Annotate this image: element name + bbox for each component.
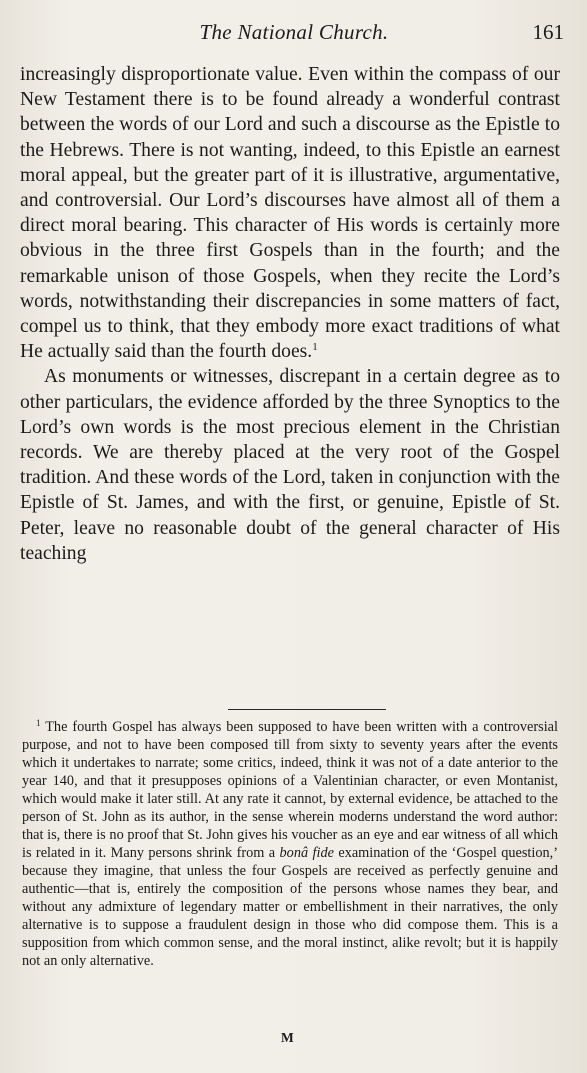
footnote-text-continued: examination of the ‘Gospel question,’ because they imagine, that unless the four Gospels are received as perfectly genuine and authentic—that is, entirely the composition of the persons whose names they bear, and without any admixture of legendary matter or embellishment in their narratives, the only alternative is to suppose a fraudulent design in those who did compose them. This is a supposition from which common sense, and the moral instinct, alike revolt; but it is happily not an only alternative. — [22, 845, 559, 969]
footnote-text: The fourth Gospel has always been supposed to have been written with a controversial purpose, and not to have been composed till from sixty to seventy years after the events which it undertakes to narrate; some critics, indeed, think it was not of a date anterior to the year 140, and that it presupposes opinions of a Valentinian character, or even Montanist, which would make it later still. At any rate it cannot, by external evidence, be attached to the person of St. John as its author, in the sense wherein moderns understand the word author: that is, there is no proof that St. John gives his voucher as an eye and ear witness of all which is related in it. Many persons shrink from a — [22, 719, 558, 861]
paragraph: As monuments or witnesses, discrepant in a certain degree as to other particulars, the evidence afforded by the three Synoptics to the Lord’s own words is the most precious element in the Christian records. We are thereby placed at the very root of the Gospel tradition. And these words of the Lord, taken in conjunction with the Epistle of St. James, and with the first, or genuine, Epistle of St. Peter, leave no reasonable doubt of the general character of His teaching — [20, 366, 560, 564]
main-text — [20, 62, 560, 566]
page-header — [20, 20, 568, 48]
footnote-rule — [228, 709, 386, 710]
running-title: The National Church. — [199, 20, 389, 44]
paragraph — [20, 62, 560, 364]
footnote-italic-phrase: bonâ fide — [279, 845, 334, 861]
signature-mark: M — [281, 1030, 294, 1045]
paragraph-text: increasingly disproportionate value. Even within the compass of our New Testament there is to be found already a wonderful contrast between the words of our Lord and such a discourse as the Epistle to the Hebrews. There is not wanting, indeed, to this Epistle an earnest moral appeal, but the greater part of it is illustrative, argumentative, and controversial. Our Lord’s discourses have almost all of them a direct moral bearing. This character of His words is certainly more obvious in the three first Gospels than in the fourth; and the remarkable unison of those Gospels, when they recite the Lord’s words, notwithstanding their discrepancies in some matters of fact, compel us to think, that they embody more exact traditions of what He actually said than the fourth does. — [20, 64, 560, 363]
footnote — [22, 718, 558, 970]
page-number: 161 — [532, 20, 564, 44]
footnote-marker: 1 — [36, 718, 41, 728]
footnote-reference: 1 — [312, 341, 318, 354]
